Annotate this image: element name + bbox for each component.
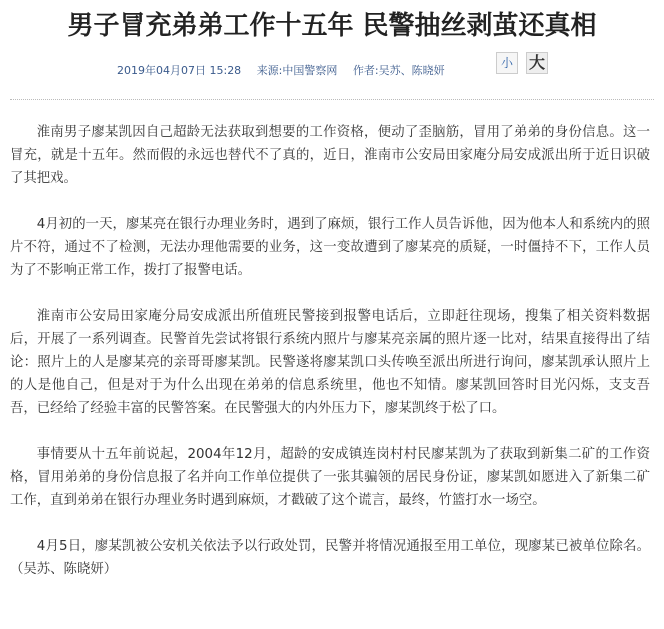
publish-date: 2019年04月07日 15:28 — [117, 64, 242, 77]
paragraph: 4月5日，廖某凯被公安机关依法予以行政处罚，民警并将情况通报至用工单位，现廖某已被单位除名。（吴苏、陈晓妍） — [10, 539, 650, 577]
paragraph: 4月初的一天，廖某亮在银行办理业务时，遇到了麻烦，银行工作人员告诉他，因为他本人和系统内的照片不符，通过不了检测，无法办理他需要的业务，这一变故遭到了廖某亮的质疑，一时僵持不下，工作人员为了不影响正常工作，拨打了报警电话。 — [10, 217, 650, 278]
article-body — [10, 121, 650, 604]
paragraph: 淮南男子廖某凯因自己超龄无法获取到想要的工作资格，便动了歪脑筋，冒用了弟弟的身份信息。这一冒充，就是十五年。然而假的永远也替代不了真的，近日，淮南市公安局田家庵分局安成派出所于近日识破了其把戏。 — [10, 125, 650, 186]
paragraph: 淮南市公安局田家庵分局安成派出所值班民警接到报警电话后，立即赶往现场，搜集了相关资料数据后，开展了一系列调查。民警首先尝试将银行系统内照片与廖某亮亲属的照片逐一比对，结果直接得出了结论：照片上的人是廖某亮的亲哥哥廖某凯。民警遂将廖某凯口头传唤至派出所进行询问，廖某凯承认照片上的人是他自己，但是对于为什么出现在弟弟的信息系统里，他也不知情。廖某凯回答时目光闪烁，支支吾吾，已经给了经验丰富的民警答案。在民警强大的内外压力下，廖某凯终于松了口。 — [10, 309, 650, 416]
paragraph: 事情要从十五年前说起，2004年12月，超龄的安成镇连岗村村民廖某凯为了获取到新集二矿的工作资格，冒用弟弟的身份信息报了名并向工作单位提供了一张其骗领的居民身份证，廖某凯如愿进入了新集二矿工作，直到弟弟在银行办理业务时遇到麻烦，才戳破了这个谎言，最终，竹篮打水一场空。 — [10, 447, 650, 508]
font-size-small-button[interactable]: 小 — [496, 52, 518, 74]
font-size-large-button[interactable]: 大 — [526, 52, 548, 74]
meta-info — [117, 64, 457, 78]
article-meta — [0, 56, 664, 86]
article-title: 男子冒充弟弟工作十五年 民警抽丝剥茧还真相 — [67, 11, 597, 41]
divider — [10, 99, 654, 100]
article-author: 作者:吴苏、陈晓妍 — [352, 64, 445, 77]
article-source[interactable]: 来源:中国警察网 — [256, 64, 338, 77]
